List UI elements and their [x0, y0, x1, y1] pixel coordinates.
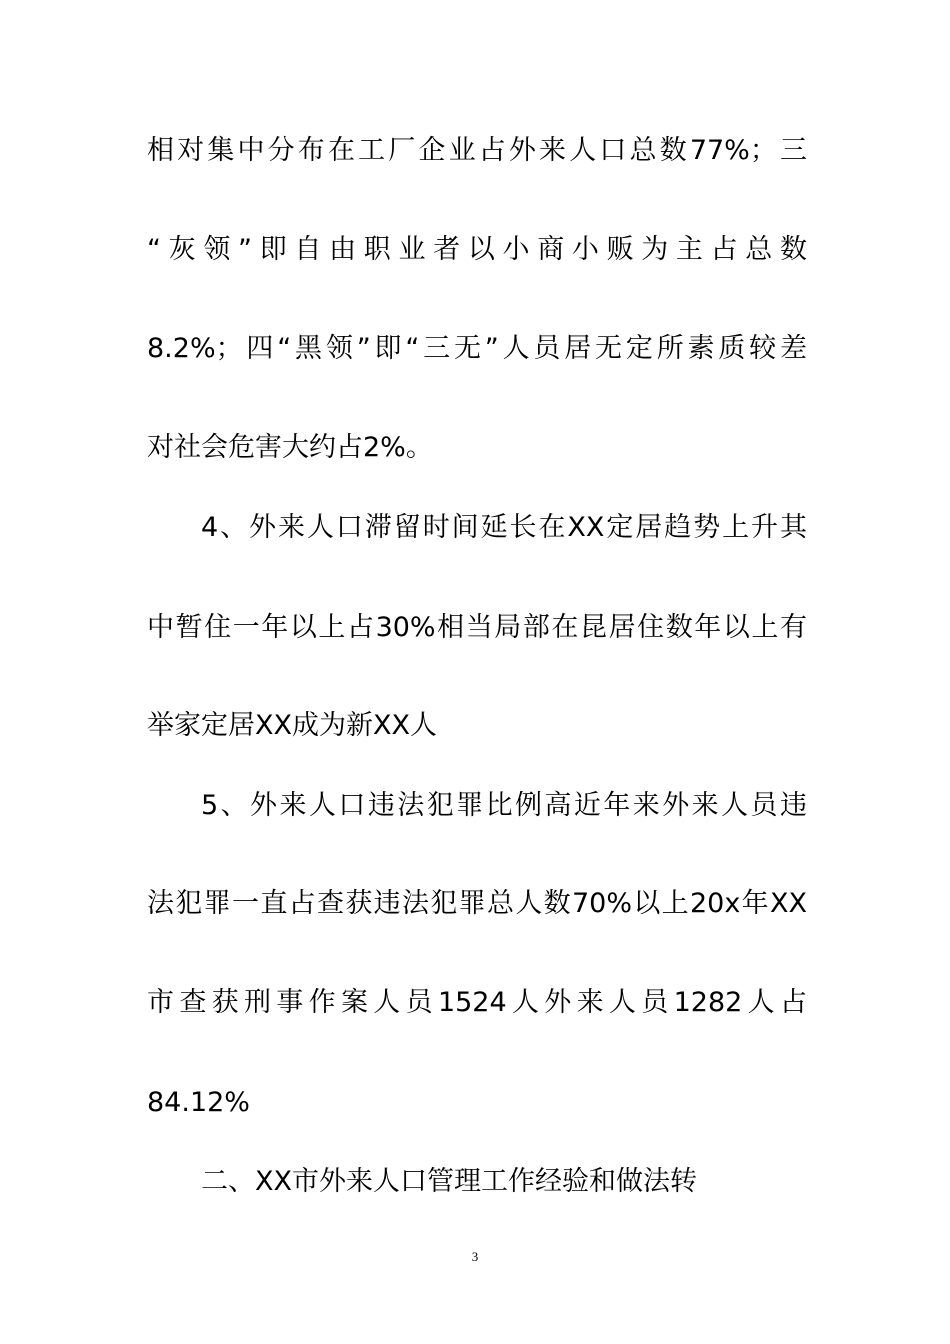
- paragraph-5-line-2: 法犯罪一直占查获违法犯罪总人数70%以上20x年XX: [147, 888, 807, 919]
- paragraph-4-line-1: 4、外来人口滞留时间延长在XX定居趋势上升其: [201, 512, 807, 543]
- paragraph-5-line-1: 5、外来人口违法犯罪比例高近年来外来人员违: [201, 790, 807, 821]
- body-line-2: “灰领”即自由职业者以小商小贩为主占总数: [147, 234, 807, 265]
- paragraph-5-line-3: 市查获刑事作案人员1524人外来人员1282人占: [147, 987, 807, 1018]
- paragraph-4-line-3: 举家定居XX成为新XX人: [147, 710, 437, 741]
- paragraph-4-line-2: 中暂住一年以上占30%相当局部在昆居住数年以上有: [147, 612, 807, 643]
- body-line-4: 对社会危害大约占2%。: [147, 432, 433, 463]
- body-line-1: 相对集中分布在工厂企业占外来人口总数77%；三: [147, 135, 807, 166]
- page-number: 3: [471, 1249, 479, 1264]
- body-line-3: 8.2%；四“黑领”即“三无”人员居无定所素质较差: [147, 333, 807, 364]
- section-heading: 二、XX市外来人口管理工作经验和做法转: [201, 1166, 697, 1197]
- paragraph-5-line-4: 84.12%: [147, 1087, 250, 1118]
